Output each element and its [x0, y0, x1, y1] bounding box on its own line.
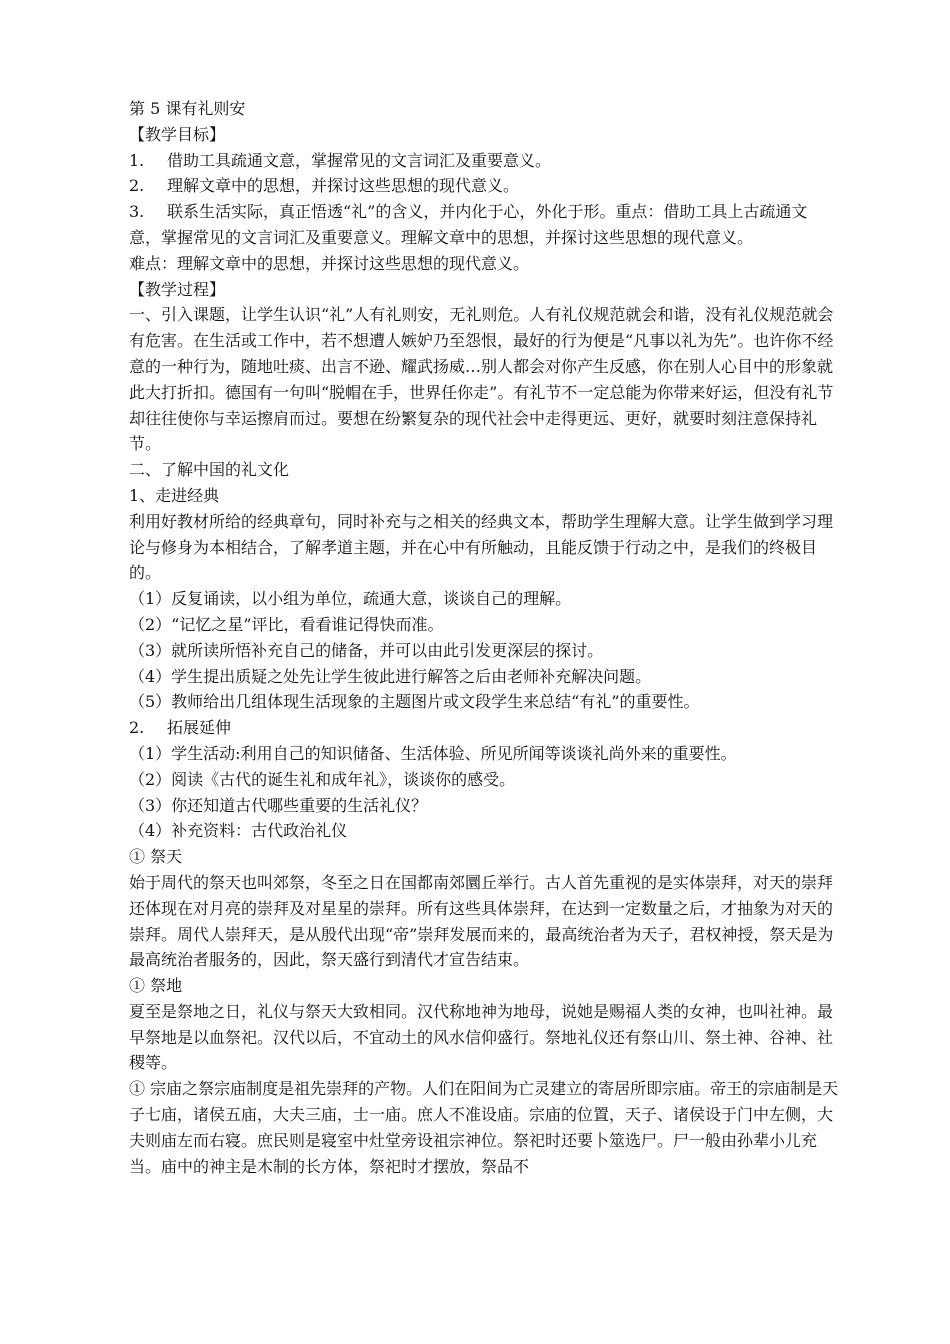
activity-item: （5）教师给出几组体现生活现象的主题图片或文段学生来总结“有礼”的重要性。	[129, 692, 700, 712]
document-page	[129, 96, 839, 1179]
objective-text: 理解文章中的思想，并探讨这些思想的现代意义。	[167, 176, 520, 196]
activity-item: （2）“记忆之星”评比，看看谁记得快而准。	[129, 614, 444, 634]
ritual-paragraph: 始于周代的祭天也叫郊祭，冬至之日在国都南郊圜丘举行。古人首先重视的是实体崇拜，对天的崇拜还体现在对月亮的崇拜及对星星的崇拜。所有这些具体崇拜，在达到一定数量之后，才抽象为对天的崇拜。周代人崇拜天，是从殷代出现“帝”崇拜发展而来的，最高统治者为天子，君权神授，祭天是为最高统治者服务的，因此，祭天盛行到清代才宣告结束。	[129, 872, 834, 970]
objective-number: 1.	[129, 150, 145, 170]
objective-number: 3.	[129, 202, 145, 222]
section-heading: 二、了解中国的礼文化	[129, 460, 290, 480]
difficulty-text: 难点：理解文章中的思想，并探讨这些思想的现代意义。	[129, 253, 530, 273]
objective-item	[129, 173, 839, 199]
objective-item	[129, 199, 839, 251]
objective-number: 2.	[129, 176, 145, 196]
subsection-paragraph: 利用好教材所给的经典章句，同时补充与之相关的经典文本，帮助学生理解大意。让学生做到学习理论与修身为本相结合，了解孝道主题，并在心中有所触动，且能反馈于行动之中，是我们的终极目的。	[129, 511, 834, 583]
subsection-number: 2.	[129, 718, 145, 738]
subsection-label: 拓展延伸	[167, 718, 232, 738]
ritual-paragraph: ① 宗庙之祭宗庙制度是祖先崇拜的产物。人们在阳间为亡灵建立的寄居所即宗庙。帝王的宗庙制是天子七庙，诸侯五庙，大夫三庙，士一庙。庶人不准设庙。宗庙的位置，天子、诸侯设于门中左侧，大夫则庙左而右寝。庶民则是寝室中灶堂旁设祖宗神位。祭祀时还要卜筮选尸。尸一般由孙辈小儿充当。庙中的神主是木制的长方体，祭祀时才摆放，祭品不	[129, 1079, 839, 1176]
extension-item: （4）补充资料：古代政治礼仪	[129, 821, 348, 841]
ritual-paragraph: 夏至是祭地之日，礼仪与祭天大致相同。汉代称地神为地母，说她是赐福人类的女神，也叫社神。最早祭地是以血祭祀。汉代以后，不宜动土的风水信仰盛行。祭地礼仪还有祭山川、祭土神、谷神、社稷等。	[129, 1001, 834, 1073]
activity-item: （1）反复诵读，以小组为单位，疏通大意，谈谈自己的理解。	[129, 589, 572, 609]
extension-item: （1）学生活动:利用自己的知识储备、生活体验、所见所闻等谈谈礼尚外来的重要性。	[129, 743, 737, 763]
objectives-header: 【教学目标】	[129, 124, 226, 144]
ritual-heading: ① 祭地	[129, 976, 183, 996]
extension-item: （3）你还知道古代哪些重要的生活礼仪？	[129, 795, 428, 815]
ritual-heading: ① 祭天	[129, 847, 183, 867]
lesson-title: 第 5 课有礼则安	[129, 99, 246, 118]
objective-text: 借助工具疏通文意，掌握常见的文言词汇及重要意义。	[167, 150, 552, 170]
subsection-heading	[129, 715, 839, 741]
objective-text: 联系生活实际，真正悟透“礼”的含义，并内化于心，外化于形。重点：借助工具上古疏通文意，掌握常见的文言词汇及重要意义。理解文章中的思想，并探讨这些思想的现代意义。	[129, 202, 808, 247]
intro-paragraph: 一、引入课题，让学生认识“礼”人有礼则安，无礼则危。人有礼仪规范就会和谐，没有礼仪规范就会有危害。在生活或工作中，若不想遭人嫉妒乃至怨恨，最好的行为便是“凡事以礼为先”。也许你不经意的一种行为，随地吐痰、出言不逊、耀武扬威…别人都会对你产生反感，你在别人心目中的形象就此大打折扣。德国有一句叫“脱帽在手，世界任你走”。有礼节不一定总能为你带来好运，但没有礼节却往往使你与幸运擦肩而过。要想在纷繁复杂的现代社会中走得更远、更好，就要时刻注意保持礼节。	[129, 305, 834, 454]
subsection-heading: 1、走进经典	[129, 485, 220, 505]
process-header: 【教学过程】	[129, 279, 226, 299]
objective-item	[129, 148, 839, 174]
extension-item: （2）阅读《古代的诞生礼和成年礼》，谈谈你的感受。	[129, 769, 516, 789]
activity-item: （3）就所读所悟补充自己的储备，并可以由此引发更深层的探讨。	[129, 640, 604, 660]
activity-item: （4）学生提出质疑之处先让学生彼此进行解答之后由老师补充解决问题。	[129, 666, 652, 686]
